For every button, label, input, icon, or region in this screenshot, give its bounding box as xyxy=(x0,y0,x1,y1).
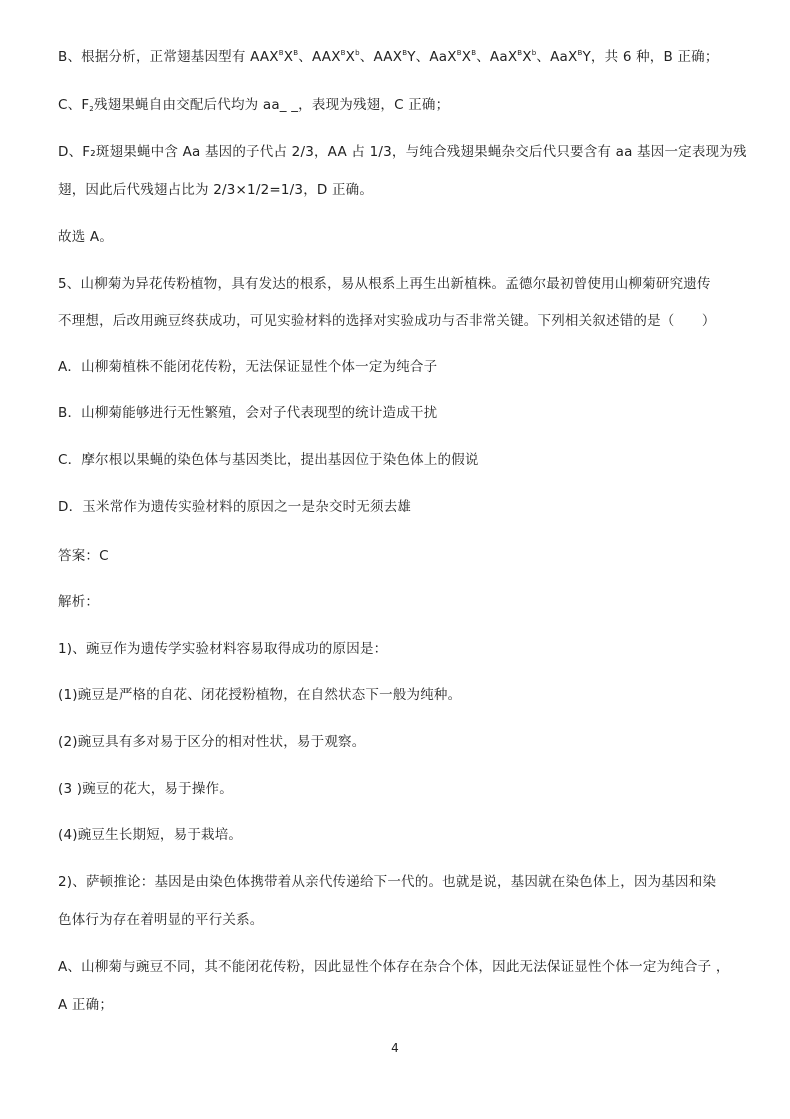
option-b-suffix: ，共 6 种，B 正确； xyxy=(590,49,719,65)
choice-d: D．玉米常作为遗传实验材料的原因之一是杂交时无须去雄 xyxy=(58,499,412,515)
separator: 、 xyxy=(359,49,374,65)
choose-answer: 故选 A。 xyxy=(58,229,114,245)
analysis-point-2-line-2: 色体行为存在着明显的平行关系。 xyxy=(58,912,264,928)
choice-b: B．山柳菊能够进行无性繁殖，会对子代表现型的统计造成干扰 xyxy=(58,405,438,421)
option-c-explanation xyxy=(58,96,449,114)
analysis-point-1c: (3 )豌豆的花大，易于操作。 xyxy=(58,781,233,797)
question-5-line-1: 5、山柳菊为异花传粉植物，具有发达的根系，易从根系上再生出新植株。孟德尔最初曾使用山柳菊研究遗传 xyxy=(58,276,711,292)
option-b-prefix: B、根据分析，正常翅基因型有 xyxy=(58,49,251,65)
option-d-line-1: D、F₂斑翅果蝇中含 Aa 基因的子代占 2/3，AA 占 1/3，与纯合残翅果蝇杂交后代只要含有 aa 基因一定表现为残 xyxy=(58,144,747,160)
generation-subscript: 2 xyxy=(89,105,94,113)
genotype-item: $AAX^BY$ xyxy=(373,49,416,65)
genotype-item: $AaX^BX^b$ xyxy=(489,49,537,65)
choice-a: A．山柳菊植株不能闭花传粉，无法保证显性个体一定为纯合子 xyxy=(58,359,438,375)
analysis-a-line-1: A、山柳菊与豌豆不同，其不能闭花传粉，因此显性个体存在杂合个体，因此无法保证显性个体一定为纯合子 ， xyxy=(58,959,730,975)
separator: 、 xyxy=(536,49,551,65)
genotype-item: AaX$^B$Y xyxy=(550,49,591,65)
genotype-item: $AaX^BX^B$ xyxy=(429,49,477,65)
answer-line: 答案：C xyxy=(58,548,109,564)
question-5-line-2: 不理想，后改用豌豆终获成功，可见实验材料的选择对实验成功与否非常关键。下列相关叙述错的是（ ） xyxy=(58,313,716,329)
option-c-prefix: C、F xyxy=(58,97,90,113)
analysis-point-1b: (2)豌豆具有多对易于区分的相对性状，易于观察。 xyxy=(58,734,366,750)
analysis-point-1d: (4)豌豆生长期短，易于栽培。 xyxy=(58,827,243,843)
analysis-a-line-2: A 正确； xyxy=(58,997,114,1013)
option-b-explanation xyxy=(58,48,719,66)
separator: 、 xyxy=(476,49,490,65)
analysis-point-2-line-1: 2)、萨顿推论：基因是由染色体携带着从亲代传递给下一代的。也就是说，基因就在染色体上，因为基因和染 xyxy=(58,874,717,890)
analysis-point-1: 1)、豌豆作为遗传学实验材料容易取得成功的原因是： xyxy=(58,641,388,657)
genotype-list xyxy=(250,49,591,65)
choice-c: C．摩尔根以果蝇的染色体与基因类比，提出基因位于染色体上的假说 xyxy=(58,452,479,468)
option-d-line-2: 翅，因此后代残翅占比为 2/3×1/2=1/3，D 正确。 xyxy=(58,182,374,198)
page-number: 4 xyxy=(391,1041,399,1055)
genotype-item: $AAX^BX^b$ xyxy=(311,49,360,65)
analysis-heading: 解析： xyxy=(58,594,100,610)
separator: 、 xyxy=(415,49,430,65)
separator: 、 xyxy=(298,49,312,65)
option-c-text: 残翅果蝇自由交配后代均为 aa_ _，表现为残翅，C 正确； xyxy=(93,97,450,113)
analysis-point-1a: (1)豌豆是严格的自花、闭花授粉植物，在自然状态下一般为纯种。 xyxy=(58,687,462,703)
genotype-item: $AAX^BX^B$ xyxy=(250,49,299,65)
